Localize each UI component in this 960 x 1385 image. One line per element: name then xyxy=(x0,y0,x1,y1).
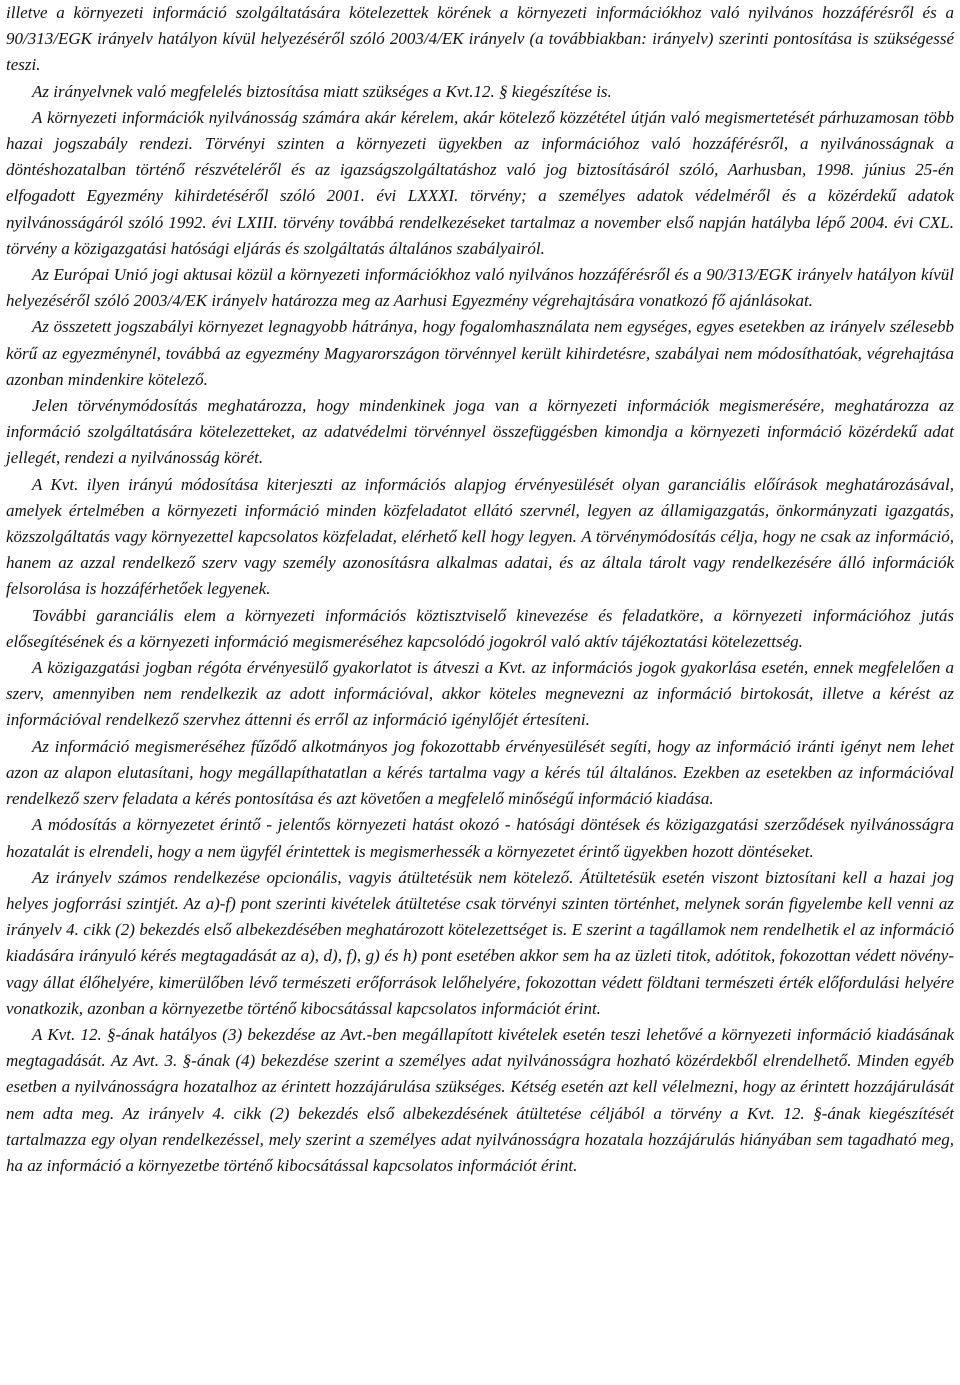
paragraph-decision-publicity: A módosítás a környezetet érintő - jelentős környezeti hatást okozó - hatósági döntések és közigazgatási szerződések nyilvánosságra hozatalát is elrendeli, hogy a nem ügyfél érintettek is megismerhessék a környezetet érintő ügyekben hozott döntéseket. xyxy=(6,815,954,861)
paragraph-directive-compliance: Az irányelvnek való megfelelés biztosítása miatt szükséges a Kvt.12. § kiegészítése is. xyxy=(32,81,612,101)
paragraph-amendment-scope: Jelen törvénymódosítás meghatározza, hogy mindenkinek joga van a környezeti információk megismerésére, meghatározza az információ szolgáltatására kötelezetteket, az adatvédelmi törvénnyel összefüggésben kimondja a környezeti információ közérdekű adat jellegét, rendezi a nyilvánosság körét. xyxy=(6,396,954,468)
paragraph-kvt-guarantees: A Kvt. ilyen irányú módosítása kiterjeszti az információs alapjog érvényesülését olyan garanciális előírások meghatározásával, amelyek értelmében a környezeti információ minden közfeladatot ellátó szervnél, legyen az államigazgatás, önkormányzati igazgatás, közszolgáltatás vagy környezettel kapcsolatos közfeladat, elérhető kell hogy legyen. A törvénymódosítás célja, hogy ne csak az információ, hanem az azzal rendelkező szerv vagy személy azonosításra alkalmas adatai, és az általa tárolt vagy rendelkezésére álló információk felsorolása is hozzáférhetőek legyenek. xyxy=(6,474,954,599)
paragraph-domestic-legislation: A környezeti információk nyilvánosság számára akár kérelem, akár kötelező közzététel útján való megismertetését párhuzamosan több hazai jogszabály rendezi. Törvényi szinten a környezeti ügyekben az információhoz való hozzáférésről, a nyilvánosságnak a döntéshozatalban történő részvételéről és az igazságszolgáltatáshoz való jog biztosításáról szóló, Aarhusban, 1998. június 25-én elfogadott Egyezmény kihirdetéséről szóló 2001. évi LXXXI. törvény; a személyes adatok védelméről és a közérdekű adatok nyilvánosságáról szóló 1992. évi LXIII. törvény továbbá rendelkezéseket tartalmaz a november első napján hatályba lépő 2004. évi CXL. törvény a közigazgatási hatósági eljárás és szolgáltatás általános szabályairól. xyxy=(6,107,954,258)
paragraph-continued-intro: illetve a környezeti információ szolgáltatására kötelezettek körének a környezeti információkhoz való nyilvános hozzáférésről és a 90/313/EGK irányelv hatályon kívül helyezéséről szóló 2003/4/EK irányelv (a továbbiakban: irányelv) szerinti pontosítása is szükségessé teszi. xyxy=(6,3,954,75)
paragraph-optional-provisions: Az irányelv számos rendelkezése opcionális, vagyis átültetésük nem kötelező. Átültetésük esetén viszont biztosítani kell a hazai jog helyes jogforrási szintjét. Az a)-f) pont szerinti kivételek átültetése csak törvényi szinten történhet, melynek során figyelembe kell venni az irányelv 4. cikk (2) bekezdés első albekezdésében meghatározott kötelezettséget is. E szerint a tagállamok nem rendelhetik el az információ kiadására irányuló kérés megtagadását az a), d), f), g) és h) pont esetében akkor sem ha az üzleti titok, adótitok, fokozottan védett növény- vagy állat élőhelyére, kimerülőben lévő természeti erőforrások lelőhelyére, fokozottan védett földtani természeti érték előfordulási helyére vonatkozik, azonban a környezetbe történő kibocsátással kapcsolatos információt érint. xyxy=(6,867,954,1018)
paragraph-legal-environment-drawback: Az összetett jogszabályi környezet legnagyobb hátránya, hogy fogalomhasználata nem egységes, egyes esetekben az irányelv szélesebb körű az egyezménynél, továbbá az egyezmény Magyarországon törvénnyel került kihirdetésre, szabályai nem módosíthatóak, végrehajtása azonban mindenkire kötelező. xyxy=(6,317,954,389)
paragraph-information-officer: További garanciális elem a környezeti információs köztisztviselő kinevezése és feladatköre, a környezeti információhoz jutás elősegítésének és a környezeti információ megismeréséhez kapcsolódó jogokról való aktív tájékoztatási kötelezettség. xyxy=(6,605,954,651)
paragraph-eu-legal-acts: Az Európai Unió jogi aktusai közül a környezeti információkhoz való nyilvános hozzáférésről és a 90/313/EGK irányelv hatályon kívül helyezéséről szóló 2003/4/EK irányelv határozza meg az Aarhusi Egyezmény végrehajtására vonatkozó fő ajánlásokat. xyxy=(6,265,954,311)
paragraph-administrative-practice: A közigazgatási jogban régóta érvényesülő gyakorlatot is átveszi a Kvt. az információs jogok gyakorlása esetén, ennek megfelelően a szerv, amennyiben nem rendelkezik az adott információval, akkor köteles megnevezni az információ birtokosát, illetve a kérést az információval rendelkező szervhez áttenni és erről az információ igénylőjét értesíteni. xyxy=(6,658,954,730)
paragraph-request-clarification: Az információ megismeréséhez fűződő alkotmányos jog fokozottabb érvényesülését segíti, hogy az információ iránti igényt nem lehet azon az alapon elutasítani, hogy megállapíthatatlan a kérés tartalma vagy a kérés túl általános. Ezekben az esetekben az információval rendelkező szerv feladata a kérés pontosítása és azt követően a megfelelő minőségű információ kiadása. xyxy=(6,736,954,809)
paragraph-kvt-section-12: A Kvt. 12. §-ának hatályos (3) bekezdése az Avt.-ben megállapított kivételek esetén teszi lehetővé a környezeti információ kiadásának megtagadását. Az Avt. 3. §-ának (4) bekezdése szerint a személyes adat nyilvánosságra hozható közérdekből elrendelhető. Minden egyéb esetben a nyilvánosságra hozatalhoz az érintett hozzájárulása szükséges. Kétség esetén azt kell vélelmezni, hogy az érintett hozzájárulását nem adta meg. Az irányelv 4. cikk (2) bekezdés első albekezdésének átültetése céljából a törvény a Kvt. 12. §-ának kiegészítését tartalmazza egy olyan rendelkezéssel, mely szerint a személyes adat nyilvánosságra hozatala hozzájárulás hiányában sem tagadható meg, ha az információ a környezetbe történő kibocsátással kapcsolatos információt érint. xyxy=(6,1024,954,1175)
